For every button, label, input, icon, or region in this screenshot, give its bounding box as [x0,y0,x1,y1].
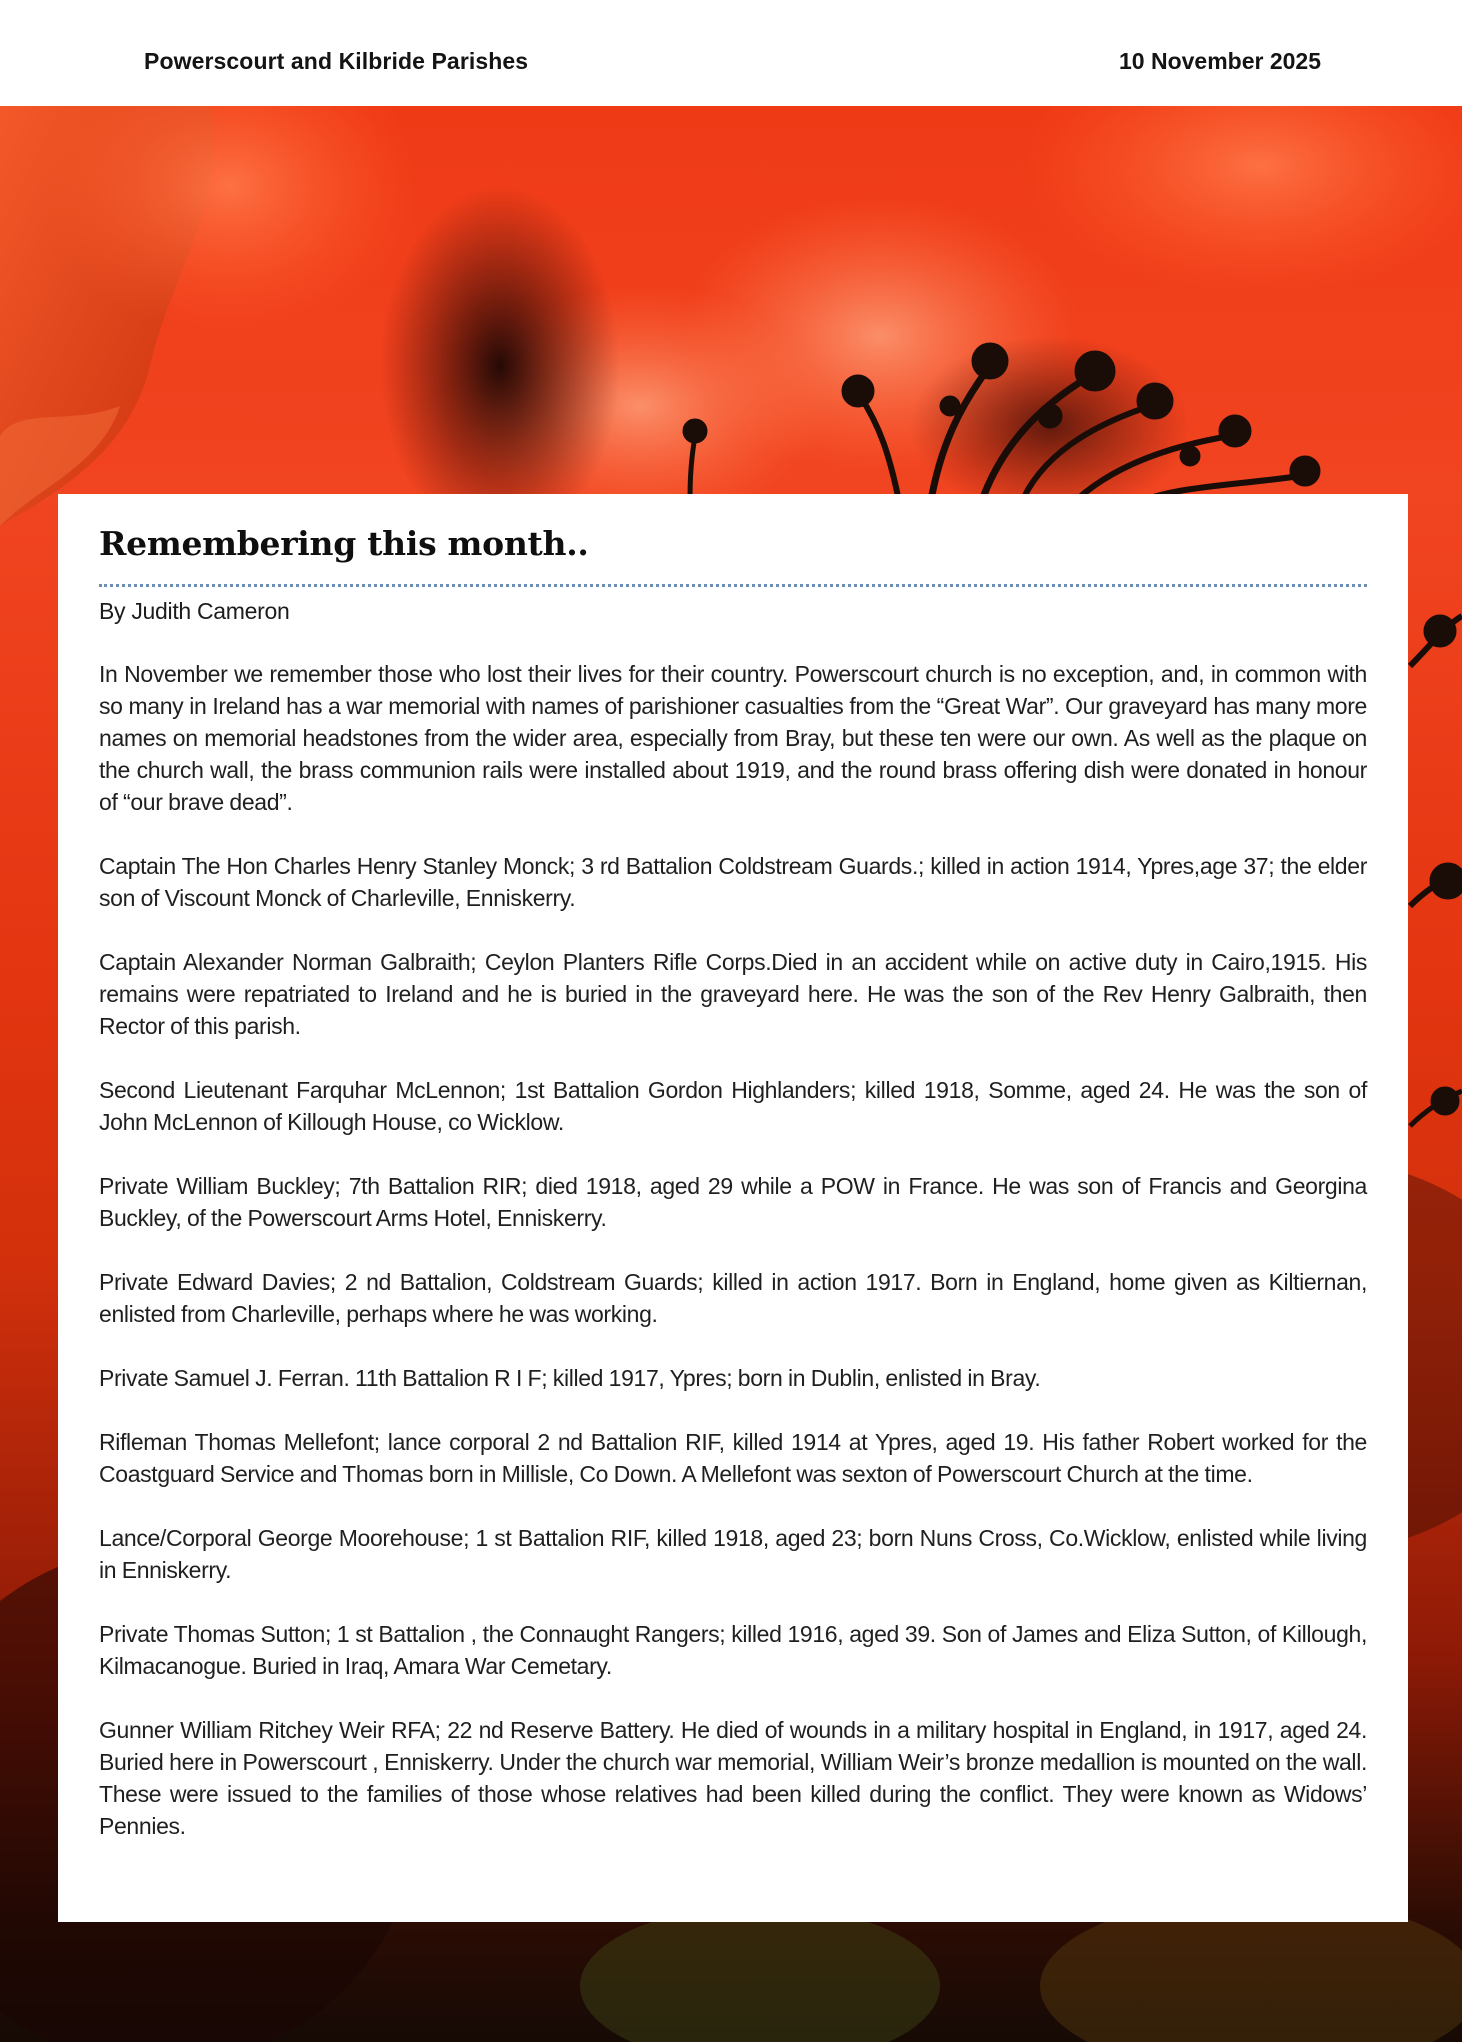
intro-paragraph: In November we remember those who lost their lives for their country. Powerscourt church is no exception, and, in common with so many in Ireland has a war memorial with names of parishioner casualties from the “Great War”. Our graveyard has many more names on memorial headstones from the wider area, especially from Bray, but these ten were our own. As well as the plaque on the church wall, the brass communion rails were installed about 1919, and the round brass offering dish were donated in honour of “our brave dead”. [99,661,1367,815]
memorial-entry: Captain The Hon Charles Henry Stanley Monck; 3 rd Battalion Coldstream Guards.; killed in action 1914, Ypres,age 37; the elder son of Viscount Monck of Charleville, Enniskerry. [99,853,1367,911]
issue-date: 10 November 2025 [1118,48,1321,74]
article-card [58,494,1408,1922]
memorial-entry: Private Samuel J. Ferran. 11th Battalion R I F; killed 1917, Ypres; born in Dublin, enlisted in Bray. [99,1365,1041,1391]
dotted-divider [99,584,1367,587]
memorial-entry: Private Thomas Sutton; 1 st Battalion , the Connaught Rangers; killed 1916, aged 39. Son of James and Eliza Sutton, of Killough, Kilmacanogue. Buried in Iraq, Amara War Cemetary. [99,1621,1367,1679]
memorial-entry: Rifleman Thomas Mellefont; lance corporal 2 nd Battalion RIF, killed 1914 at Ypres, aged 19. His father Robert worked for the Coastguard Service and Thomas born in Millisle, Co Down. A Mellefont was sexton of Powerscourt Church at the time. [99,1429,1367,1487]
memorial-entry: Gunner William Ritchey Weir RFA; 22 nd Reserve Battery. He died of wounds in a military hospital in England, in 1917, aged 24. Buried here in Powerscourt , Enniskerry. Under the church war memorial, William Weir’s bronze medallion is mounted on the wall. These were issued to the families of those whose relatives had been killed during the conflict. They were known as Widows’ Pennies. [99,1717,1367,1839]
page-header [0,0,1462,106]
article-body [99,658,1367,1874]
publication-name: Powerscourt and Kilbride Parishes [144,48,529,74]
memorial-entry: Captain Alexander Norman Galbraith; Ceylon Planters Rifle Corps.Died in an accident while on active duty in Cairo,1915. His remains were repatriated to Ireland and he is buried in the graveyard here. He was the son of the Rev Henry Galbraith, then Rector of this parish. [99,949,1367,1039]
article-title: Remembering this month.. [99,524,589,563]
article-byline: By Judith Cameron [99,598,290,624]
memorial-entry: Private William Buckley; 7th Battalion RIR; died 1918, aged 29 while a POW in France. He was son of Francis and Georgina Buckley, of the Powerscourt Arms Hotel, Enniskerry. [99,1173,1367,1231]
memorial-entry: Lance/Corporal George Moorehouse; 1 st Battalion RIF, killed 1918, aged 23; born Nuns Cross, Co.Wicklow, enlisted while living in Enniskerry. [99,1525,1367,1583]
memorial-entry: Private Edward Davies; 2 nd Battalion, Coldstream Guards; killed in action 1917. Born in England, home given as Kiltiernan, enlisted from Charleville, perhaps where he was working. [99,1269,1367,1327]
memorial-entry: Second Lieutenant Farquhar McLennon; 1st Battalion Gordon Highlanders; killed 1918, Somme, aged 24. He was the son of John McLennon of Killough House, co Wicklow. [99,1077,1367,1135]
poppy-dark-center [380,186,620,546]
